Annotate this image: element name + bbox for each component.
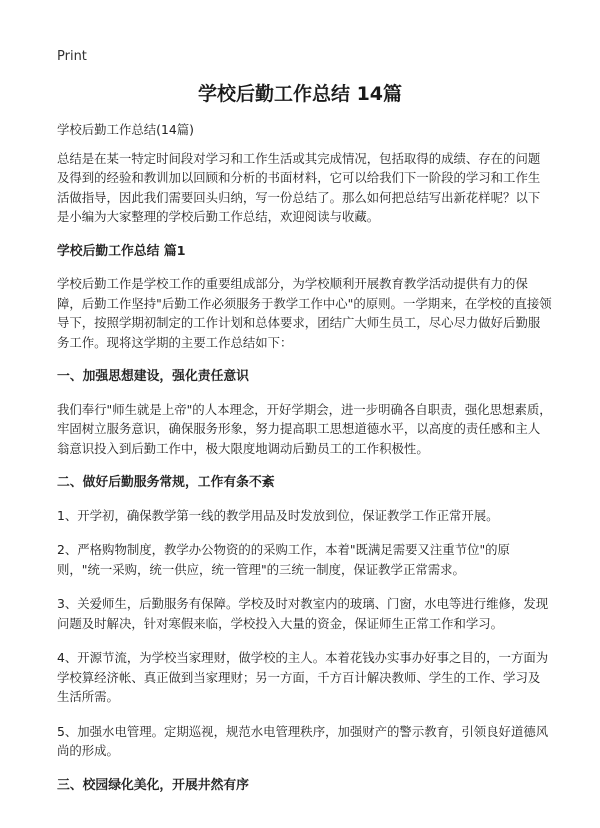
- list-item-1: 1、开学初，确保教学第一线的教学用品及时发放到位，保证教学工作正常开展。: [57, 507, 499, 523]
- page-title: 学校后勤工作总结 14篇: [197, 83, 403, 105]
- article-heading: 学校后勤工作总结 篇1: [57, 243, 186, 259]
- list-item-5: 5、加强水电管理。定期巡视，规范水电管理秩序，加强财产的警示教育，引领良好道德风尚的形成。: [57, 723, 549, 758]
- section-1-paragraph: 我们奉行"师生就是上帝"的人本理念，开好学期会，进一步明确各自职责，强化思想素质，牢固树立服务意识，确保服务形象，努力提高职工思想道德水平，以高度的责任感和主人翁意识投入到后勤工作中，极大限度地调动后勤员工的工作积极性。: [57, 401, 552, 456]
- print-link[interactable]: Print: [57, 49, 87, 64]
- document-body: [57, 120, 552, 808]
- intro-paragraph: 总结是在某一特定时间段对学习和工作生活或其完成情况，包括取得的成绩、存在的问题及得到的经验和教训加以回顾和分析的书面材料，它可以给我们下一阶段的学习和工作生活做指导，因此我们需要回头归纳，写一份总结了。那么如何把总结写出新花样呢？以下是小编为大家整理的学校后勤工作总结，欢迎阅读与收藏。: [57, 150, 541, 224]
- section-heading-1: 一、加强思想建设，强化责任意识: [57, 369, 249, 384]
- section-heading-2: 二、做好后勤服务常规，工作有条不紊: [57, 475, 275, 490]
- document-subtitle: 学校后勤工作总结(14篇): [57, 122, 194, 137]
- section-heading-3: 三、校园绿化美化，开展井然有序: [57, 777, 249, 793]
- article-intro-paragraph: 学校后勤工作是学校工作的重要组成部分，为学校顺利开展教育教学活动提供有力的保障，后勤工作坚持"后勤工作必须服务于教学工作中心"的原则。一学期来，在学校的直接领导下，按照学期初制定的工作计划和总体要求，团结广大师生员工，尽心尽力做好后勤服务工作。现将这学期的主要工作总结如下：: [57, 276, 552, 350]
- list-item-4: 4、开源节流，为学校当家理财，做学校的主人。本着花钱办实事办好事之目的，一方面为学校算经济帐、真正做到当家理财；另一方面，千方百计解决教师、学生的工作、学习及生活所需。: [57, 650, 549, 704]
- list-item-3: 3、关爱师生，后勤服务有保障。学校及时对教室内的玻璃、门窗，水电等进行维修，发现问题及时解决，针对寒假来临，学校投入大量的资金，保证师生正常工作和学习。: [57, 596, 549, 631]
- list-item-2: 2、严格购物制度，教学办公物资的的采购工作，本着"既满足需要又注重节位"的原则，"统一采购，统一供应，统一管理"的三统一制度，保证教学正常需求。: [57, 542, 510, 577]
